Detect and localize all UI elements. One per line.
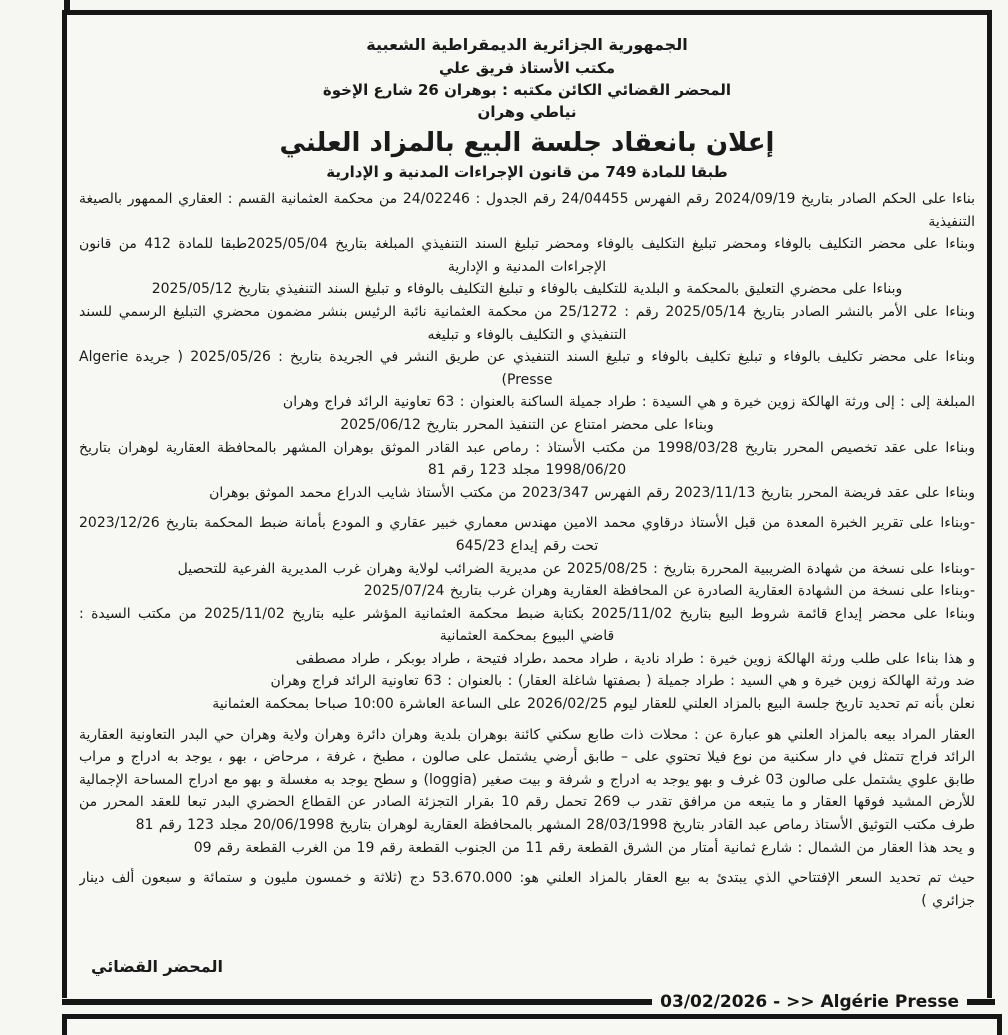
paragraph-against-party: ضد ورثة الهالكة زوين خيرة و هي السيد : طراد جميلة ( بصفتها شاغلة العقار) : بالعنوان : 63 تعاونية الرائد فراج وهران xyxy=(270,673,975,690)
paragraph-property-description: العقار المراد بيعه بالمزاد العلني هو عبارة عن : محلات ذات طابع سكني كائنة بوهران بلدية وهران دائرة وهران ولاية وهران حي البدر التعاونية العقارية الرائد فراج تتمثل في دار سكنية من نوع فيلا تحتوي على – طابق أرضي يشتمل على صالون ، مطبخ ، غرفة ، مرحاض ، بهو ، يوجد به ادراج و مراب طابق علوي يشتمل على صالون 03 غرف و بهو يوجد به ادراج و شرفة و بيت صغير (loggia) و سطح يوجد به مغسلة و بهو مع ادراج المساحة الإجمالية للأرض المشيد فوقها العقار و ما يتبعه من مرافق تقدر ب 269 تحمل رقم 10 بقرار التجزئة الصادر عن القطاع الحضري البدر تبعا للعقد المحرر من طرف مكتب التوثيق الأستاذ رماص عبد القادر بتاريخ 28/03/1998 المشهر بالمحافظة العقارية لوهران بتاريخ 20/06/1998 مجلد 123 رقم 81 xyxy=(79,726,975,834)
page-footer-rule xyxy=(62,992,995,1012)
paragraph-expert-report: -وبناءا على تقرير الخبرة المعدة من قبل الأستاذ درقاوي محمد الامين مهندس معماري خبير عقاري و المودع بأمانة ضبط المحكمة بتاريخ 2023/12/26 تحت رقم إيداع 645/23 xyxy=(79,515,975,554)
paragraph-sale-conditions: وبناءا على محضر إيداع قائمة شروط البيع بتاريخ 2025/11/02 بكتابة ضبط محكمة العثمانية المؤشر عليه بتاريخ 2025/11/02 من مكتب السيدة : قاضي البيوع بمحكمة العثمانية xyxy=(79,605,975,645)
bailiff-address-line: المحضر القضائي الكائن مكتبه : بوهران 26 شارع الإخوة xyxy=(322,81,732,99)
document-body xyxy=(79,188,975,970)
paragraph-newspaper-notice: وبناءا على محضر تكليف بالوفاء و تبليغ تكليف بالوفاء و تبليغ السند التنفيذي عن طريق النشر في الجريدة بتاريخ : 2025/05/26 ( جريدة Algerie Presse) xyxy=(79,349,975,388)
footer-date-source: 03/02/2026 - >> Algérie Presse xyxy=(660,992,959,1012)
paragraph-judgment: بناءا على الحكم الصادر بتاريخ 2024/09/19 رقم الفهرس 24/04455 رقم الجدول : 24/02246 من محكمة العثمانية القسم : العقاري الممهور بالصيغة التنفيذية xyxy=(79,191,975,230)
paragraph-auction-date: نعلن بأنه تم تحديد تاريخ جلسة البيع بالمزاد العلني للعقار ليوم 2026/02/25 على الساعة العاشرة 10:00 صباحا بمحكمة العثمانية xyxy=(212,696,975,713)
paragraph-refusal-report: وبناءا على محضر امتناع عن التنفيذ المحرر بتاريخ 2025/06/12 xyxy=(340,416,714,433)
paragraph-publication-order: وبناءا على الأمر بالنشر الصادر بتاريخ 2025/05/14 رقم : 25/1272 من محكمة العثمانية نائبة الرئيس بنشر مضمون محضري التبليغ الرسمي للسند التنفيذي و التكليف بالوفاء و تبليغه xyxy=(79,303,975,343)
page-title: إعلان بانعقاد جلسة البيع بالمزاد العلني xyxy=(279,128,775,158)
paragraph-court-posting: وبناءا على محضري التعليق بالمحكمة و البلدية للتكليف بالوفاء و تبليغ التكليف بالوفاء و تبليغ السند التنفيذي بتاريخ 2025/05/12 xyxy=(151,281,903,298)
document-header xyxy=(79,33,975,184)
legal-basis-subtitle: طبقا للمادة 749 من قانون الإجراءات المدنية و الإدارية xyxy=(326,163,728,181)
paragraph-notified-party: المبلغة إلى : إلى ورثة الهالكة زوين خيرة و هي السيدة : طراد جميلة الساكنة بالعنوان : 63 تعاونية الرائد فراج وهران xyxy=(282,394,975,411)
republic-line: الجمهورية الجزائرية الديمقراطية الشعبية xyxy=(366,35,688,54)
footer-rule-left-bar xyxy=(62,999,652,1005)
paragraph-property-certificate: -وبناءا على نسخة من الشهادة العقارية الصادرة عن المحافظة العقارية وهران غرب بتاريخ 2025/07/24 xyxy=(363,583,975,600)
paragraph-payment-order: وبناءا على محضر التكليف بالوفاء ومحضر تبليغ التكليف بالوفاء ومحضر تبليغ السند التنفيذي المبلغة بتاريخ 2025/05/04طبقا للمادة 412 من قانون الإجراءات المدنية و الإدارية xyxy=(79,236,975,275)
announcement-content xyxy=(67,15,987,998)
bailiff-signature-label: المحضر القضائي xyxy=(91,957,224,976)
paragraph-property-boundaries: و يحد هذا العقار من الشمال : شارع ثمانية أمتار من الشرق القطعة رقم 11 من الجنوب القطعة رقم 19 من الغرب القطعة رقم 09 xyxy=(193,839,975,856)
paragraph-allocation-deed: وبناءا على عقد تخصيص المحرر بتاريخ 1998/03/28 من مكتب الأستاذ : رماص عبد القادر الموثق بوهران المشهر بالمحافظة العقارية لوهران بتاريخ 1998/06/20 مجلد 123 رقم 81 xyxy=(79,439,975,479)
paragraph-opening-price: حيث تم تحديد السعر الإفتتاحي الذي يبتدئ به بيع العقار بالمزاد العلني هو: 53.670.000 دج (ثلاثة و خمسون مليون و ستمائة و سبعون ألف دينار جزائري ) xyxy=(79,870,975,909)
next-announcement-frame-clipped xyxy=(62,1014,1002,1035)
paragraph-inheritance-deed: وبناءا على عقد فريضة المحرر بتاريخ 2023/11/13 رقم الفهرس 2023/347 من مكتب الأستاذ شايب الدراع محمد الموثق بوهران xyxy=(209,484,975,501)
office-line: مكتب الأستاذ فريق علي xyxy=(438,59,616,77)
footer-rule-right-bar xyxy=(967,999,995,1005)
announcement-frame xyxy=(62,10,992,998)
paragraph-tax-certificate: -وبناءا على نسخة من شهادة الضريبية المحررة بتاريخ : 2025/08/25 عن مديرية الضرائب لولاية وهران غرب المديرية الفرعية للتحصيل xyxy=(177,560,975,577)
paragraph-requesting-heirs: و هذا بناءا على طلب ورثة الهالكة زوين خيرة : طراد نادية ، طراد محمد ،طراد فتيحة ، طراد بوبكر ، طراد مصطفى xyxy=(295,650,975,667)
district-line: نياطي وهران xyxy=(477,103,577,121)
